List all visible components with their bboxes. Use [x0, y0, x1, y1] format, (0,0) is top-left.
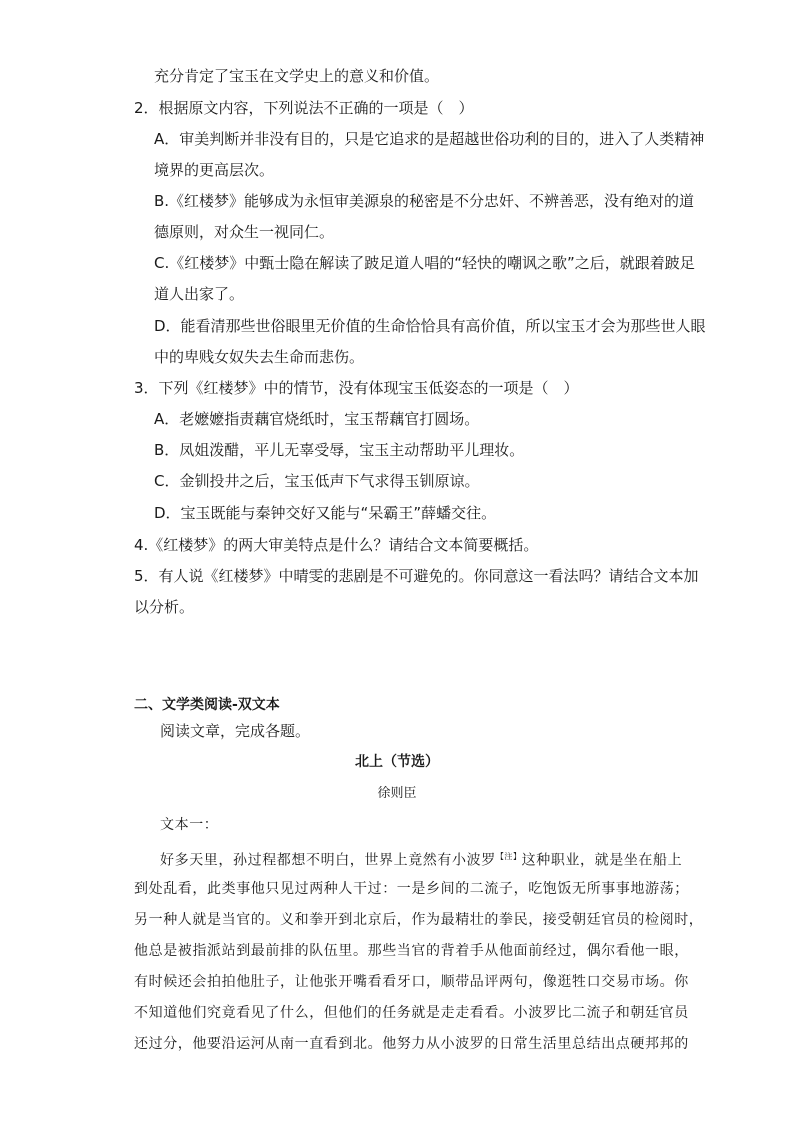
- instruction-text: 阅读文章，完成各题。: [160, 722, 311, 740]
- article-author: 徐则臣: [377, 786, 417, 801]
- question-4: 4.《红楼梦》的两大审美特点是什么？请结合文本简要概括。: [134, 536, 539, 554]
- q5-line-2: 以分析。: [134, 598, 195, 616]
- q1-tail-text: 充分肯定了宝玉在文学史上的意义和价值。: [154, 67, 440, 85]
- q5-line-1: 5．有人说《红楼梦》中晴雯的悲剧是不可避免的。你同意这一看法吗？请结合文本加: [134, 567, 699, 585]
- q2-stem: 2．根据原文内容，下列说法不正确的一项是（ ）: [134, 99, 474, 117]
- article-title: 北上（节选）: [355, 754, 439, 770]
- body-line-1-start: 好多天里，孙过程都想不明白，世界上竟然有小波罗: [160, 852, 496, 869]
- q2-option-a: A．审美判断并非没有目的，只是它追求的是超越世俗功利的目的，进入了人类精神: [154, 130, 705, 148]
- q2-option-c: C.《红楼梦》中甄士隐在解读了跛足道人唱的“轻快的嘲讽之歌”之后，就跟着跛足: [154, 254, 695, 272]
- q2-option-c-cont: 道人出家了。: [154, 285, 245, 303]
- section-title: 二、文学类阅读-双文本: [134, 697, 280, 713]
- q3-option-a: A．老嬷嬷指责藕官烧纸时，宝玉帮藕官打圆场。: [154, 410, 480, 428]
- body-line-5: 有时候还会拍拍他肚子，让他张开嘴看看牙口，顺带品评两句，像逛牲口交易市场。你: [134, 974, 689, 990]
- q3-option-c: C．金钏投井之后，宝玉低声下气求得玉钏原谅。: [154, 472, 480, 490]
- body-line-6: 不知道他们究竟看见了什么，但他们的任务就是走走看看。小波罗比二流子和朝廷官员: [134, 1005, 689, 1021]
- body-line-1: [160, 847, 682, 871]
- q3-stem: 3．下列《红楼梦》中的情节，没有体现宝玉低姿态的一项是（ ）: [134, 379, 579, 397]
- q3-option-b: B．凤姐泼醋，平儿无辜受辱，宝玉主动帮助平儿理妆。: [154, 441, 525, 459]
- q2-option-d-cont: 中的卑贱女奴失去生命而悲伤。: [154, 348, 365, 366]
- q2-option-a-cont: 境界的更高层次。: [154, 161, 275, 179]
- q2-option-b-cont: 德原则，对众生一视同仁。: [154, 223, 335, 241]
- footnote-marker: 【注】: [495, 852, 522, 861]
- text-one-label: 文本一：: [160, 817, 219, 833]
- body-line-1-end: 这种职业，就是坐在船上: [521, 852, 683, 869]
- q2-option-b: B.《红楼梦》能够成为永恒审美源泉的秘密是不分忠奸、不辨善恶，没有绝对的道: [154, 192, 695, 210]
- body-line-3: 另一种人就是当官的。义和拳开到北京后，作为最精壮的拳民，接受朝廷官员的检阅时，: [134, 912, 704, 928]
- q3-option-d: D．宝玉既能与秦钟交好又能与“呆霸王”薛蟠交往。: [154, 504, 497, 522]
- body-line-7: 还过分，他要沿运河从南一直看到北。他努力从小波罗的日常生活里总结出点硬邦邦的: [134, 1036, 689, 1052]
- body-line-4: 他总是被指派站到最前排的队伍里。那些当官的背着手从他面前经过，偶尔看他一眼，: [134, 943, 689, 959]
- q2-option-d: D．能看清那些世俗眼里无价值的生命恰恰具有高价值，所以宝玉才会为那些世人眼: [154, 317, 706, 335]
- body-line-2: 到处乱看，此类事他只见过两种人干过：一是乡间的二流子，吃饱饭无所事事地游荡；: [134, 881, 689, 897]
